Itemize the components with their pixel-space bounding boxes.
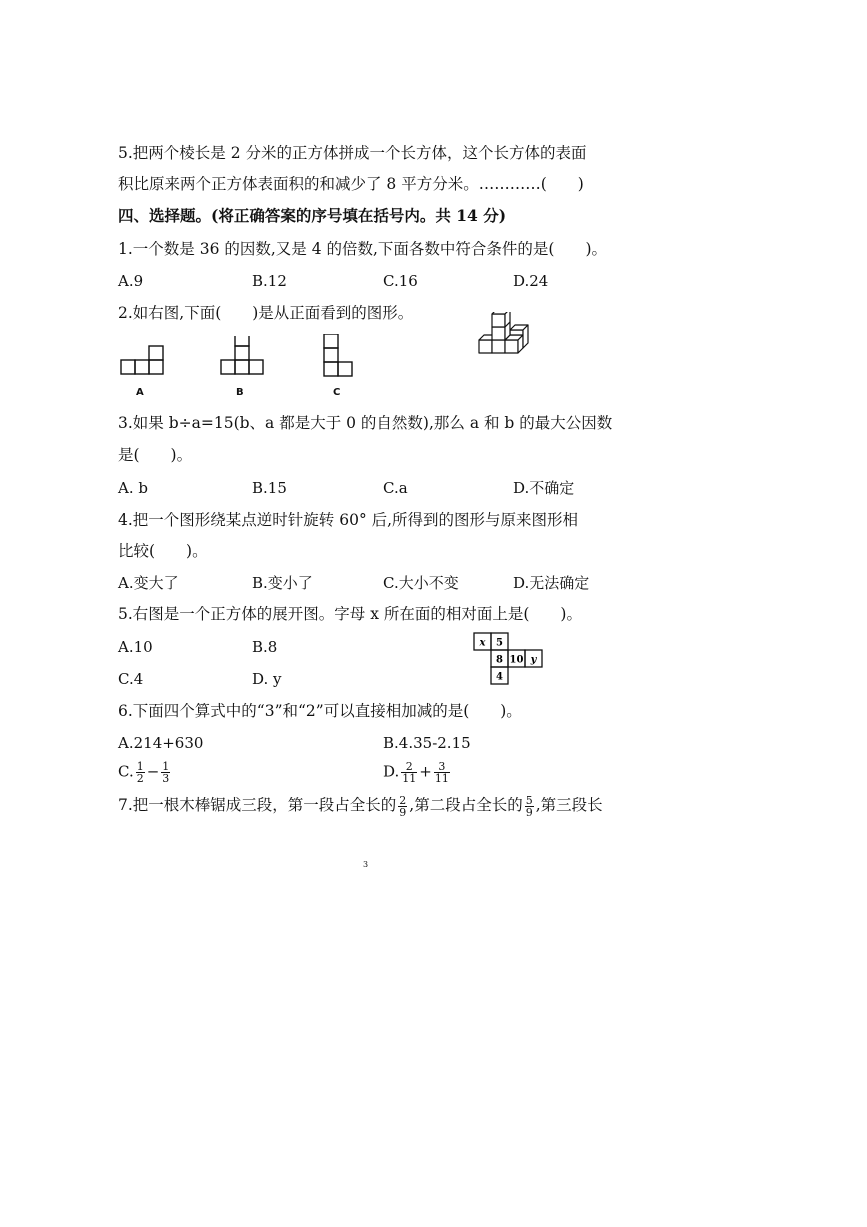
q3-option-a: A. b [118,479,148,497]
numerator: 2 [401,761,417,773]
q6-option-d-prefix: D. [383,762,400,781]
denominator: 9 [525,806,533,819]
q2-figure-c [322,334,356,378]
q4-option-b: B.变小了 [252,574,313,592]
q2-label-c: C [333,387,341,398]
net-cell-8: 8 [496,654,503,666]
q6-option-b: B.4.35-2.15 [383,734,471,752]
q5-text: 5.右图是一个正方体的展开图。字母 x 所在面的相对面上是( )。 [118,605,582,623]
fraction [398,795,407,818]
q2-figure-a [120,344,166,376]
q1-option-c: C.16 [383,272,418,290]
q1-option-a: A.9 [118,272,144,290]
q1-option-d: D.24 [513,272,549,290]
fraction [401,761,417,784]
q3-option-b: B.15 [252,479,287,497]
fraction [434,761,450,784]
q5-option-a: A.10 [118,638,153,656]
page-number: 3 [363,860,369,869]
q3-option-c: C.a [383,479,408,497]
q2-label-b: B [236,387,244,398]
q1-option-b: B.12 [252,272,287,290]
q5-option-d: D. y [252,670,282,688]
q3-text-line2: 是( )。 [118,446,193,464]
q2-cube-stack-figure [476,312,534,358]
net-cell-y: y [530,654,537,666]
q5-option-c: C.4 [118,670,144,688]
q6-option-a: A.214+630 [118,734,204,752]
q7-part2: ,第二段占全长的 [409,796,523,814]
q3-option-d: D.不确定 [513,479,575,497]
q6-option-c [118,761,172,784]
q4-option-d: D.无法确定 [513,574,590,592]
section-title: 四、选择题。(将正确答案的序号填在括号内。共 14 分) [118,206,507,225]
denominator: 3 [162,772,170,785]
fraction [525,795,534,818]
q4-text-line1: 4.把一个图形绕某点逆时针旋转 60° 后,所得到的图形与原来图形相 [118,511,579,529]
q7-text [118,795,603,818]
numerator: 2 [399,794,407,807]
q7-part1: 7.把一根木棒锯成三段，第一段占全长的 [118,796,397,814]
q2-figure-b [220,336,266,376]
q4-option-c: C.大小不变 [383,574,459,592]
numerator: 5 [525,794,533,807]
net-cell-10: 10 [509,654,524,666]
q1-text: 1.一个数是 36 的因数,又是 4 的倍数,下面各数中符合条件的是( )。 [118,240,608,258]
q7-part3: ,第三段长 [535,796,603,814]
denominator: 9 [399,806,407,819]
numerator: 1 [136,760,144,773]
denominator: 11 [434,772,449,785]
q2-text: 2.如右图,下面( )是从正面看到的图形。 [118,304,414,322]
q4-option-a: A.变大了 [118,574,179,592]
operator: − [146,762,160,781]
numerator: 1 [162,760,170,773]
tf-q5-line1: 5.把两个棱长是 2 分米的正方体拼成一个长方体，这个长方体的表面 [118,144,587,162]
tf-q5-line2: 积比原来两个正方体表面积的和减少了 8 平方分米。…………( ) [118,175,584,193]
q2-label-a: A [136,387,144,398]
q3-text-line1: 3.如果 b÷a=15(b、a 都是大于 0 的自然数),那么 a 和 b 的最大公因数 [118,414,613,432]
fraction [161,761,170,784]
net-cell-x: x [479,637,486,649]
q5-cube-net-figure [473,632,547,686]
q6-option-d [383,761,452,784]
q4-text-line2: 比较( )。 [118,542,208,560]
net-cell-5: 5 [496,637,503,649]
q6-option-c-prefix: C. [118,762,134,781]
fraction [136,761,145,784]
operator: + [419,762,432,781]
denominator: 2 [136,772,144,785]
numerator: 3 [434,761,450,773]
denominator: 11 [402,772,417,785]
net-cell-4: 4 [496,671,503,683]
q6-text: 6.下面四个算式中的“3”和“2”可以直接相加减的是( )。 [118,702,522,720]
q5-option-b: B.8 [252,638,278,656]
